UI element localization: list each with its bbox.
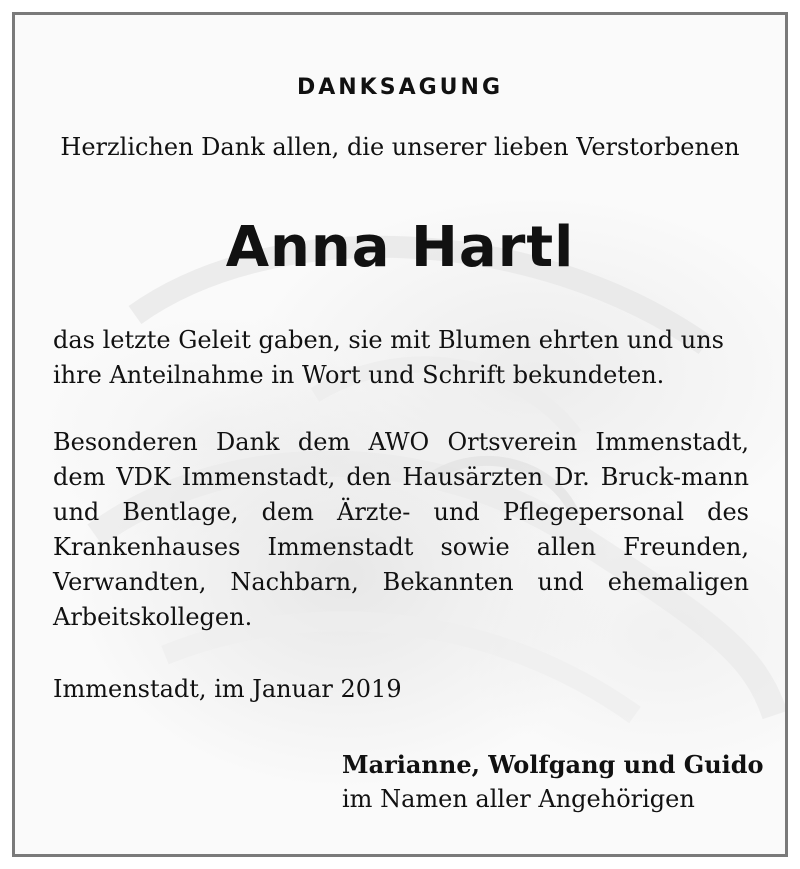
- thanks-paragraph: das letzte Geleit gaben, sie mit Blumen ehrten und uns ihre Anteilnahme in Wort und Schrift bekundeten.: [53, 326, 724, 389]
- signers-subline: im Namen aller Angehörigen: [342, 785, 695, 813]
- intro-line: Herzlichen Dank allen, die unserer lieben Verstorbenen: [60, 133, 740, 161]
- signers: Marianne, Wolfgang und Guido: [342, 750, 764, 779]
- heading: DANKSAGUNG: [296, 75, 503, 100]
- notice-frame: [12, 12, 788, 857]
- deceased-name: Anna Hartl: [225, 215, 575, 280]
- special-thanks-paragraph: Besonderen Dank dem AWO Ortsverein Immenstadt, dem VDK Immenstadt, den Hausärzten Dr. Bruck-mann und Bentlage, dem Ärzte- und Pflegepersonal des Krankenhauses Immenstadt sowie allen Freunden, Verwandten, Nachbarn, Bekannten und ehemaligen Arbeitskollegen.: [53, 428, 749, 631]
- place-date: Immenstadt, im Januar 2019: [53, 675, 402, 703]
